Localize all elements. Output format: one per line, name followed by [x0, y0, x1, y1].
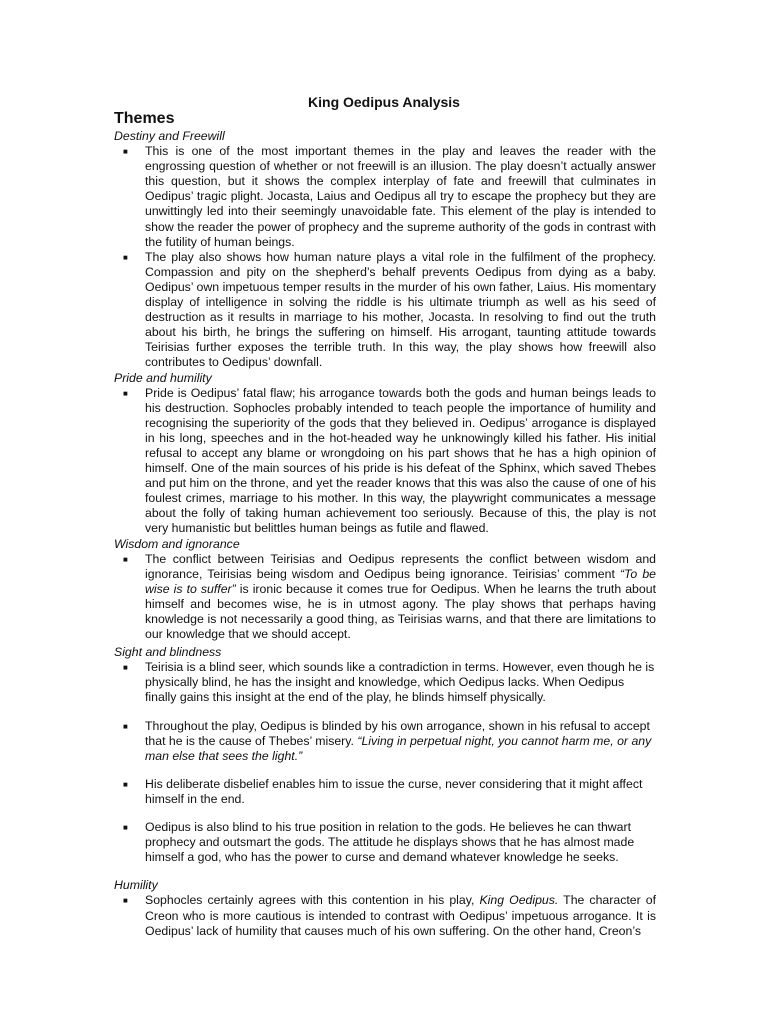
themes-heading: Themes: [114, 110, 175, 127]
document-title: King Oedipus Analysis: [308, 94, 460, 110]
bullet-text-after: The character of Creon who is more cautious is intended to contrast with Oedipus’ impetuous arrogance. It is Oedipus’ lack of humility that causes much of his own suffering. On the other hand, Creon’s: [145, 893, 657, 938]
square-bullet-icon: ■: [123, 554, 128, 564]
square-bullet-icon: ■: [123, 896, 128, 906]
section-subheading: Destiny and Freewill: [114, 129, 225, 143]
bullet-item: [114, 660, 656, 705]
bullet-item: [114, 893, 656, 938]
square-bullet-icon: ■: [123, 147, 128, 157]
section-humility: [114, 878, 656, 938]
section-destiny-and-freewill: [114, 129, 656, 371]
square-bullet-icon: ■: [123, 721, 128, 731]
bullet-text-before: The conflict between Teirisias and Oedipus represents the conflict between wisdom and ignorance, Teirisias being wisdom and Oedipus being ignorance. Teirisias’ comment: [145, 551, 656, 581]
bullet-item: [114, 386, 656, 537]
bullet-list: [114, 144, 656, 370]
bullet-text: The play also shows how human nature plays a vital role in the fulfilment of the prophecy. Compassion and pity on the shepherd’s behalf prevents Oedipus from dying as a baby. Oedipus’ own impetuous temper results in the murder of his own father, Laius. His momentary display of intelligence in solving the riddle is his ultimate triumph as well as his seed of destruction as it results in marriage to his mother, Jocasta. In resolving to find out the truth about his birth, he brings the suffering on himself. His arrogant, taunting attitude towards Teirisias further exposes the terrible truth. In this way, the play shows how freewill also contributes to Oedipus’ downfall.: [145, 249, 656, 370]
square-bullet-icon: ■: [123, 663, 128, 673]
bullet-list: [114, 893, 656, 938]
bullet-list: [114, 386, 656, 537]
bullet-item: [114, 777, 656, 807]
section-sight-and-blindness: [114, 645, 656, 865]
bullet-text: Pride is Oedipus’ fatal flaw; his arrogance towards both the gods and human beings leads to his destruction. Sophocles probably intended to teach people the importance of humility and recognising the superiority of the gods that they believed in. Oedipus’ arrogance is displayed in his long, speeches and in the hot-headed way he unknowingly killed his father. His initial refusal to accept any blame or wrongdoing on his part shows that he has a high opinion of himself. One of the main sources of his pride is his defeat of the Sphinx, which saved Thebes and put him on the throne, and yet the reader knows that this was also the cause of one of his foulest crimes, marriage to his mother. In this way, the playwright communicates a message about the folly of taking human achievement too seriously. Because of this, the play is not very humanistic but belittles human beings as futile and flawed.: [145, 385, 656, 536]
square-bullet-icon: ■: [123, 823, 128, 833]
bullet-text: His deliberate disbelief enables him to issue the curse, never considering that it might affect himself in the end.: [145, 776, 643, 806]
bullet-text-after: is ironic because it comes true for Oedipus. When he learns the truth about himself and becomes wise, he is in utmost agony. The play shows that perhaps having knowledge is not necessarily a good thing, as Teirisias warns, and that there are limitations to our knowledge that we should accept.: [145, 581, 656, 642]
bullet-text-before: Throughout the play, Oedipus is blinded by his own arrogance, shown in his refusal to accept that he is the cause of Thebes’ misery.: [145, 718, 650, 748]
bullet-item: [114, 719, 656, 764]
bullet-text: This is one of the most important themes in the play and leaves the reader with the engrossing question of whether or not freewill is an illusion. The play doesn’t actually answer this question, but it shows the complex interplay of fate and freewill that culminates in Oedipus’ tragic plight. Jocasta, Laius and Oedipus all try to escape the prophecy but they are unwittingly led into their seemingly unavoidable fate. This element of the play is intended to show the reader the power of prophecy and the supreme authority of the gods in contrast with the futility of human beings.: [145, 144, 656, 249]
bullet-quote: King Oedipus.: [479, 893, 559, 908]
bullet-item: [114, 552, 656, 643]
section-wisdom-and-ignorance: [114, 537, 656, 643]
section-subheading: Humility: [114, 878, 158, 893]
bullet-item: [114, 144, 656, 250]
section-pride-and-humility: [114, 371, 656, 537]
bullet-text: Oedipus is also blind to his true position in relation to the gods. He believes he can thwart prophecy and outsmart the gods. The attitude he displays shows that he has almost made himself a god, who has the power to curse and demand whatever knowledge he seeks.: [145, 820, 635, 865]
bullet-quote: “Living in perpetual night, you cannot harm me, or any man else that sees the light.”: [145, 733, 652, 763]
section-subheading: Wisdom and ignorance: [114, 536, 240, 551]
section-subheading: Pride and humility: [114, 370, 212, 385]
square-bullet-icon: ■: [123, 388, 128, 398]
bullet-list: [114, 660, 656, 865]
bullet-text-before: Sophocles certainly agrees with this contention in his play,: [145, 893, 480, 908]
bullet-text: Teirisia is a blind seer, which sounds like a contradiction in terms. However, even though he is physically blind, he has the insight and knowledge, which Oedipus lacks. When Oedipus finally gains this insight at the end of the play, he blinds himself physically.: [145, 660, 655, 705]
bullet-item: [114, 820, 656, 865]
document-body: [114, 129, 656, 939]
square-bullet-icon: ■: [123, 779, 128, 789]
bullet-item: [114, 250, 656, 371]
square-bullet-icon: ■: [123, 252, 128, 262]
bullet-quote: “To be wise is to suffer”: [145, 566, 656, 596]
section-subheading: Sight and blindness: [114, 645, 222, 660]
bullet-list: [114, 552, 656, 643]
